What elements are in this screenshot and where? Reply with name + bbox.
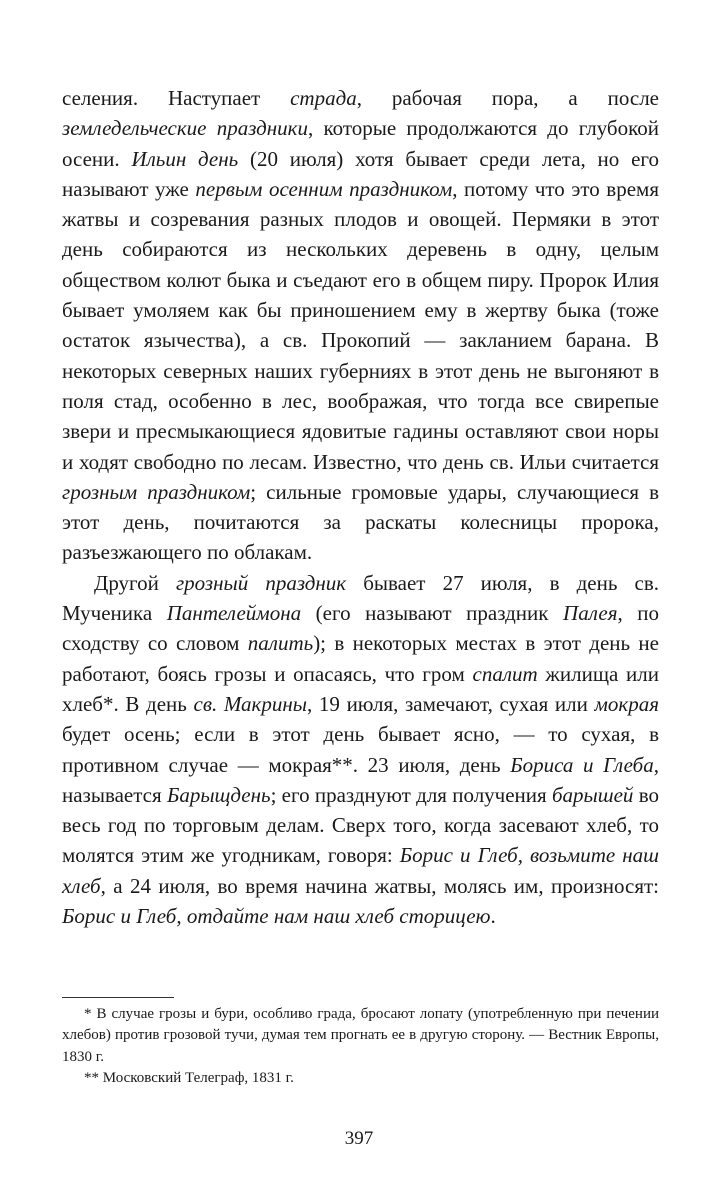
text-run: ; сильные громовые удары, случающиеся в этот день, почитаются за раскаты колесницы пророка, разъезжающего по облакам.: [62, 479, 660, 565]
italic-term: св. Макрины: [193, 691, 308, 716]
text-run: (20 июля) хотя бывает среди лета, но его называют уже: [62, 146, 659, 201]
text-run: , по сходству со словом: [62, 601, 659, 656]
italic-term: барышей: [551, 782, 634, 807]
text-run: , которые продолжаются до глубокой осени.: [62, 116, 659, 171]
italic-term: грозным праздником: [62, 479, 251, 504]
text-run: , а 24 июля, во время начина жатвы, молясь им, произносят:: [100, 873, 659, 898]
text-run: (его называют праздник: [301, 601, 564, 626]
italic-term: спалит: [472, 661, 538, 686]
italic-term: Борис и Глеб, отдайте нам наш хлеб сторицею: [62, 904, 491, 929]
italic-term: земледельческие праздники: [62, 116, 308, 141]
paragraph-2: [62, 568, 659, 932]
text-run: , потому что это время жатвы и созревания разных плодов и овощей. Пермяки в этот день собираются из нескольких деревень в одну, целым обществом колют быка и съедают его в общем пиру. Пророк Илия бывает умоляем как бы приношением ему в жертву быка (тоже остаток язычества), а св. Прокопий — закланием барана. В некоторых северных наших губерниях в этот день не выгоняют в поля стад, особенно в лес, воображая, что тогда все свирепые звери и пресмыкающиеся ядовитые гадины оставляют свои норы и ходят свободно по лесам. Известно, что день св. Ильи считается: [62, 176, 659, 474]
footnotes: [62, 1004, 659, 1090]
text-run: бывает 27 июля, в день св. Мученика: [62, 570, 659, 626]
main-text: [62, 83, 659, 931]
text-run: , 19 июля, замечают, сухая или: [307, 691, 595, 716]
italic-term: мокрая: [594, 691, 659, 716]
text-run: , называется: [62, 752, 659, 807]
text-run: во весь год по торговым делам. Сверх того, когда засевают хлеб, то молятся этим же угодникам, говоря:: [62, 782, 659, 868]
italic-term: Борис и Глеб, возьмите наш хлеб: [62, 843, 659, 898]
text-run: .: [490, 904, 496, 929]
page-number: 397: [344, 1128, 374, 1149]
italic-term: Бориса и Глеба: [510, 752, 654, 777]
paragraph-1: [62, 83, 659, 568]
footnote-divider: [62, 997, 174, 998]
italic-term: страда: [290, 86, 357, 110]
italic-term: Пантелеймона: [166, 601, 302, 626]
italic-term: палить: [247, 631, 314, 656]
footnote-1: * В случае грозы и бури, особливо града, бросают лопату (употребленную при печении хлебов) против грозовой тучи, думая тем прогнать ее в другую сторону. — Вестник Европы, 1830 г.: [62, 1006, 659, 1065]
text-run: жилища или хлеб*. В день: [62, 661, 659, 716]
italic-term: грозный праздник: [175, 570, 347, 595]
text-run: ; его празднуют для получения: [270, 782, 552, 807]
footnote-2: ** Московский Телеграф, 1831 г.: [84, 1070, 294, 1087]
text-run: , рабочая пора, а после: [356, 86, 659, 110]
text-run: будет осень; если в этот день бывает ясно, — то сухая, в противном случае — мокрая**. 23 июля, день: [62, 722, 659, 777]
italic-term: Барыщдень: [166, 782, 271, 807]
italic-term: первым осенним праздником: [195, 176, 453, 201]
text-run: селения. Наступает: [62, 86, 291, 110]
text-run: Другой: [94, 570, 176, 595]
italic-term: Палея: [563, 601, 618, 626]
italic-term: Ильин день: [131, 146, 239, 171]
text-run: ); в некоторых местах в этот день не работают, боясь грозы и опасаясь, что гром: [62, 631, 659, 686]
